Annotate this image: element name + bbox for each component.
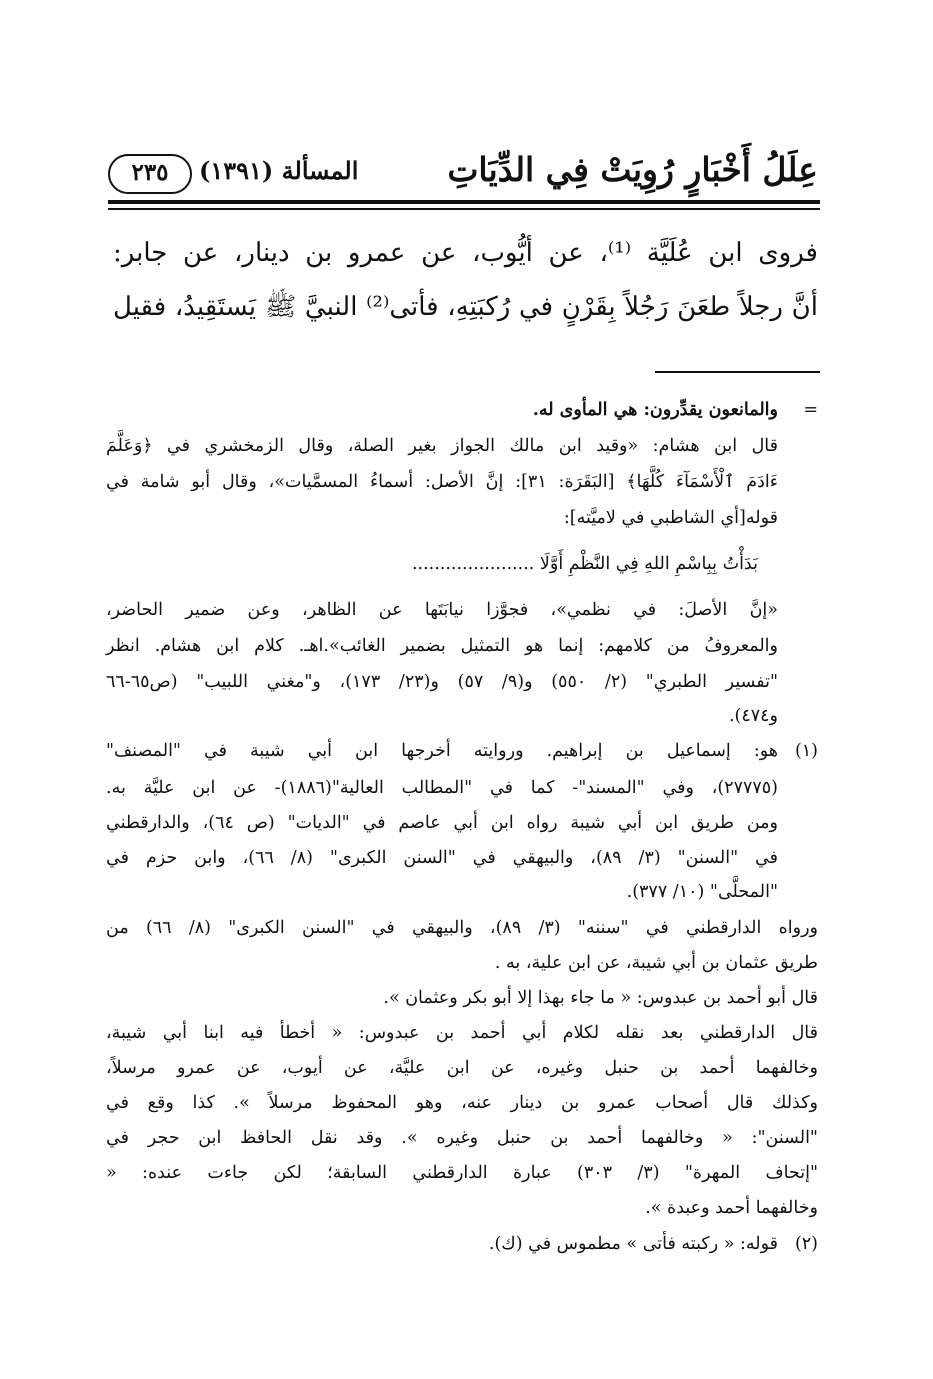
footnote-line: [106, 464, 818, 500]
footnote-line: [106, 1226, 818, 1262]
footnote-text: قال أبو أحمد بن عبدوس: « ما جاء بهذا إلا أبو بكر وعثمان ».: [383, 988, 818, 1008]
footnote-line: [106, 500, 818, 536]
footnote-line: [106, 910, 818, 946]
main-text-line: فروى ابن عُلَيَّة ⁽¹⁾، عن أيُّوب، عن عمرو بن دينار، عن جابر:: [113, 238, 818, 268]
footnote-text: وخالفهما أحمد وعبدة ».: [645, 1198, 818, 1218]
footnote-line: [106, 698, 818, 734]
main-text-line: أنَّ رجلاً طعَنَ رَجُلاً بِقَرْنٍ في رُكبَتِهِ، فأتى⁽²⁾ النبيَّ ﷺ يَستَقِيدُ، فقيل: [113, 292, 819, 322]
footnote-text: والمانعون يقدِّرون: هي المأوى له.: [532, 400, 778, 420]
poem-line: [106, 546, 818, 582]
footnote-text: قوله[أي الشاطبي في لاميَّته]:: [563, 508, 778, 528]
footnote-line: [106, 980, 818, 1016]
footnote-text: والمعروفُ من كلامهم: إنما هو التمثيل بضمير الغائب».اهـ. كلام ابن هشام. انظر: [106, 636, 778, 656]
header-rule-thick: [108, 200, 820, 204]
footnote-number: (١): [794, 741, 818, 761]
footnote-separator: [655, 371, 820, 373]
footnote-line: [106, 770, 818, 806]
footnote-line: [106, 1120, 818, 1156]
masala-number: المسألة (١٣٩١): [199, 156, 359, 185]
footnote-line: [106, 874, 818, 910]
footnote-line: [106, 1015, 818, 1051]
footnote-text: قال ابن هشام: «وقيد ابن مالك الجواز بغير الصلة، وقال الزمخشري في ﴿وَعَلَّمَ: [106, 436, 778, 456]
footnote-text: و٤٧٤).: [728, 706, 778, 726]
footnote-text: "المحلَّى" (١٠/ ٣٧٧).: [626, 882, 778, 902]
footnote-text: ورواه الدارقطني في "سننه" (٣/ ٨٩)، والبيهقي في "السنن الكبرى" (٨/ ٦٦) من: [106, 918, 818, 938]
page-number-badge: ٢٣٥: [108, 154, 192, 194]
poem-text: بَدَأْتُ بِبِاسْمِ اللهِ فِي النَّظْمِ أَوَّلَا ......................: [411, 554, 758, 574]
footnote-line: [106, 945, 818, 981]
footnote-text: "إتحاف المهرة" (٣/ ٣٠٣) عبارة الدارقطني السابقة؛ لكن جاءت عنده: «: [106, 1163, 818, 1183]
book-title: عِلَلُ أَخْبَارٍ رُوِيَتْ فِي الدِّيَاتِ: [447, 150, 818, 189]
continuation-mark: =: [803, 400, 818, 420]
footnote-line: [106, 1085, 818, 1121]
header-rule-thin: [108, 208, 820, 210]
footnote-text: "تفسير الطبري" (٢/ ٥٥٠) و(٩/ ٥٧) و(٢٣/ ١٧٣)، و"مغني اللبيب" (ص٦٥-٦٦: [106, 672, 779, 692]
footnote-text: وكذلك قال أصحاب عمرو بن دينار عنه، وهو المحفوظ مرسلاً ». كذا وقع في: [106, 1093, 818, 1113]
footnote-text: ومن طريق ابن أبي شيبة رواه ابن أبي عاصم في "الديات" (ص ٦٤)، والدارقطني: [106, 813, 778, 833]
footnote-line: [106, 840, 818, 876]
footnote-text: قوله: « ركبته فأتى » مطموس في (ك).: [488, 1234, 778, 1254]
footnote-text: هو: إسماعيل بن إبراهيم. وروايته أخرجها ابن أبي شيبة في "المصنف": [106, 741, 778, 761]
footnote-line: [106, 1190, 818, 1226]
footnote-line: [106, 392, 818, 428]
footnote-line: [106, 805, 818, 841]
footnote-line: [106, 592, 818, 628]
footnote-line: [106, 1155, 818, 1191]
footnote-text: وخالفهما أحمد بن حنبل وغيره، عن ابن عليَّة، عن أيوب، عن عمرو مرسلاً،: [106, 1058, 818, 1078]
footnote-text: طريق عثمان بن أبي شيبة، عن ابن علية، به .: [494, 953, 818, 973]
footnote-line: [106, 1050, 818, 1086]
footnote-line: [106, 628, 818, 664]
footnote-line: [106, 733, 818, 769]
footnote-line: [106, 664, 818, 700]
footnote-number: (٢): [794, 1234, 818, 1254]
footnote-text: "السنن": « وخالفهما أحمد بن حنبل وغيره ». وقد نقل الحافظ ابن حجر في: [106, 1128, 818, 1148]
footnote-text: قال الدارقطني بعد نقله لكلام أبي أحمد بن عبدوس: « أخطأ فيه ابنا أبي شيبة،: [106, 1023, 818, 1043]
footnote-line: [106, 428, 818, 464]
footnote-text: «إنَّ الأصلَ: في نظمي»، فجوَّزا نيابَتَها عن الظاهر، وعن ضمير الحاضر،: [106, 600, 778, 620]
footnote-text: في "السنن" (٣/ ٨٩)، والبيهقي في "السنن الكبرى" (٨/ ٦٦)، وابن حزم في: [106, 848, 779, 868]
footnote-text: (٢٧٧٧٥)، وفي "المسند"- كما في "المطالب العالية"(١٨٨٦)- عن ابن عليَّة به.: [106, 778, 778, 798]
footnote-text: ءَادَمَ ٱلْأَسْمَآءَ كُلَّهَا﴾ [البَقَرَة: ٣١]: إنَّ الأصل: أسماءُ المسمَّيات»، وقال أبو شامة في: [106, 472, 778, 492]
